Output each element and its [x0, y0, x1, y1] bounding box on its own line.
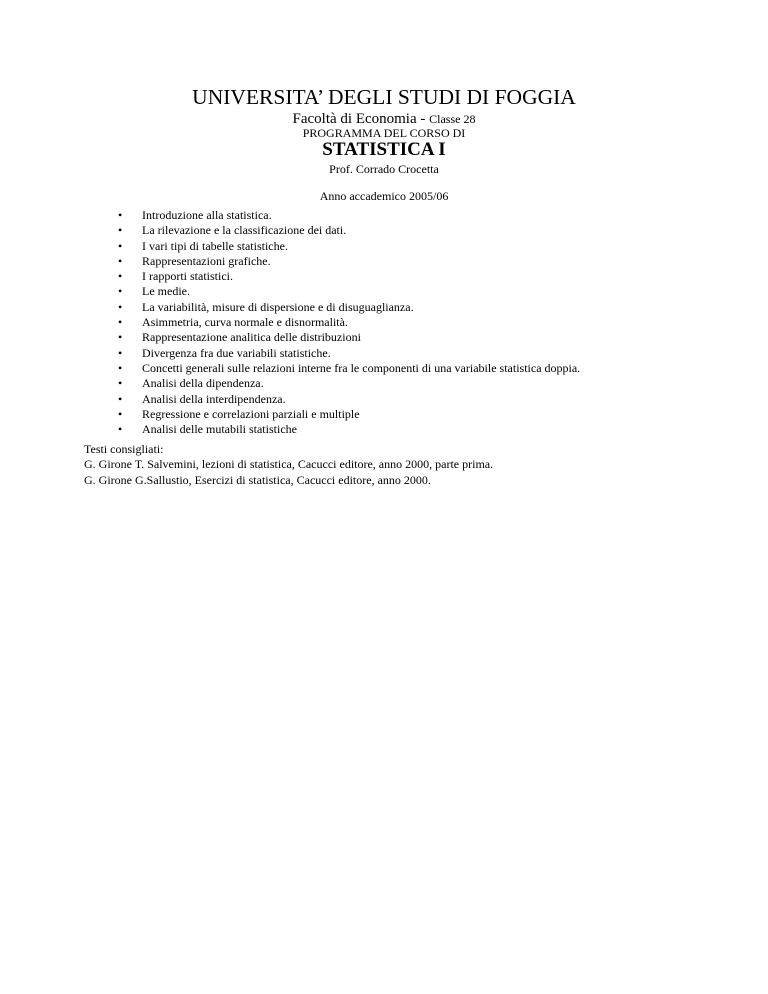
- bullet-icon: •: [118, 208, 123, 222]
- bullet-icon: •: [118, 253, 123, 268]
- topic-text: La variabilità, misure di dispersione e di disuguaglianza.: [142, 299, 414, 314]
- topic-text: Divergenza fra due variabili statistiche.: [142, 345, 331, 360]
- list-item: [0, 392, 768, 407]
- academic-year: Anno accademico 2005/06: [319, 189, 449, 203]
- bullet-icon: •: [118, 422, 123, 437]
- reference-item: G. Girone T. Salvemini, lezioni di statistica, Cacucci editore, anno 2000, parte prima.: [84, 457, 494, 472]
- faculty-name: Facoltà di Economia -: [292, 111, 430, 127]
- topic-text: Introduzione alla statistica.: [142, 208, 272, 222]
- list-item: [0, 254, 768, 269]
- topic-text: La rilevazione e la classificazione dei dati.: [142, 223, 347, 238]
- topic-text: I rapporti statistici.: [142, 269, 233, 284]
- list-item: [0, 208, 768, 223]
- list-item: [0, 422, 768, 437]
- faculty-classe: Classe 28: [429, 112, 476, 126]
- list-item: [0, 284, 768, 299]
- topic-text: Analisi della dipendenza.: [142, 376, 264, 391]
- bullet-icon: •: [118, 391, 123, 406]
- topic-text: Rappresentazioni grafiche.: [142, 253, 271, 268]
- bullet-icon: •: [118, 360, 123, 375]
- bullet-icon: •: [118, 376, 123, 391]
- course-title: STATISTICA I: [322, 139, 446, 160]
- topic-text: Rappresentazione analitica delle distribuzioni: [142, 330, 361, 345]
- reference-item: G. Girone G.Sallustio, Esercizi di statistica, Cacucci editore, anno 2000.: [84, 472, 431, 487]
- topic-text: Analisi della interdipendenza.: [142, 391, 286, 406]
- bullet-icon: •: [118, 223, 123, 238]
- list-item: [0, 376, 768, 391]
- list-item: [0, 407, 768, 422]
- references-heading: Testi consigliati:: [84, 442, 164, 456]
- bullet-icon: •: [118, 269, 123, 284]
- university-title: UNIVERSITA’ DEGLI STUDI DI FOGGIA: [192, 85, 576, 109]
- list-item: [0, 300, 768, 315]
- list-item: [0, 315, 768, 330]
- bullet-icon: •: [118, 345, 123, 360]
- professor-name: Prof. Corrado Crocetta: [329, 162, 439, 176]
- list-item: [0, 269, 768, 284]
- topic-text: Concetti generali sulle relazioni interne fra le componenti di una variabile statistica doppia.: [142, 360, 581, 375]
- topic-text: Analisi delle mutabili statistiche: [142, 422, 297, 437]
- bullet-icon: •: [118, 284, 123, 299]
- list-item: [0, 239, 768, 254]
- topic-text: I vari tipi di tabelle statistiche.: [142, 238, 288, 253]
- recommended-texts: [84, 442, 493, 488]
- list-item: [0, 361, 768, 376]
- topic-text: Asimmetria, curva normale e disnormalità.: [142, 315, 348, 330]
- bullet-icon: •: [118, 315, 123, 330]
- topic-text: Le medie.: [142, 284, 190, 299]
- bullet-icon: •: [118, 330, 123, 345]
- topic-list: [0, 208, 768, 437]
- bullet-icon: •: [118, 299, 123, 314]
- bullet-icon: •: [118, 406, 123, 421]
- bullet-icon: •: [118, 238, 123, 253]
- list-item: [0, 346, 768, 361]
- program-label: PROGRAMMA DEL CORSO DI: [302, 126, 466, 140]
- list-item: [0, 223, 768, 238]
- list-item: [0, 330, 768, 345]
- topic-text: Regressione e correlazioni parziali e multiple: [142, 406, 360, 421]
